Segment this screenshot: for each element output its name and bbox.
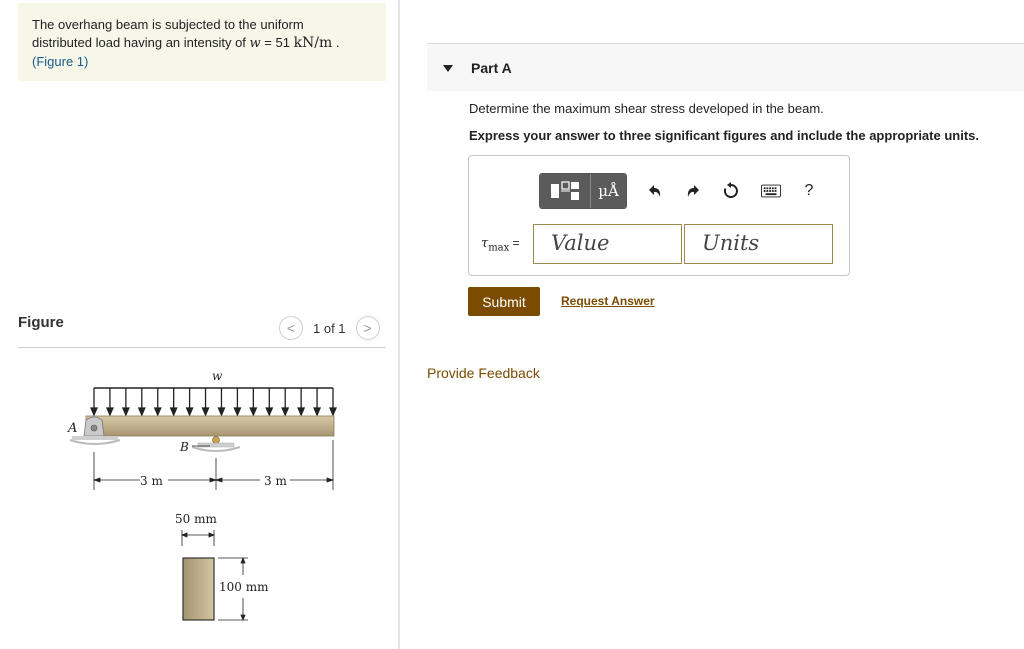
- request-answer-link[interactable]: Request Answer: [561, 294, 655, 308]
- problem-line-1: The overhang beam is subjected to the uniform: [32, 17, 304, 32]
- redo-button[interactable]: [683, 174, 703, 208]
- roller-support-b: [192, 437, 240, 452]
- reset-icon: [722, 182, 740, 200]
- instruction-text: Express your answer to three significant figures and include the appropriate units.: [469, 128, 979, 143]
- beam-figure: [60, 360, 350, 635]
- caret-down-icon: [443, 65, 453, 72]
- prev-figure-button[interactable]: [279, 316, 303, 340]
- distributed-load: [91, 388, 336, 415]
- beam-diagram: [60, 360, 350, 635]
- figure-reference: (Figure 1): [32, 54, 89, 69]
- tau-symbol: τ: [481, 236, 489, 251]
- chevron-left-icon: <: [286, 320, 296, 336]
- load-arrowhead: [250, 408, 256, 415]
- load-symbol: w: [249, 36, 261, 51]
- load-arrowhead: [298, 408, 304, 415]
- span-1-label: 3 m: [140, 474, 163, 488]
- support-b-label: B: [180, 440, 189, 454]
- tau-subscript: max: [488, 242, 510, 254]
- load-arrowhead: [91, 408, 97, 415]
- template-button-group: [539, 173, 627, 209]
- problem-line-2: [32, 34, 386, 53]
- figure-title: Figure: [18, 314, 64, 331]
- question-text: Determine the maximum shear stress developed in the beam.: [469, 101, 824, 116]
- units-button[interactable]: µÅ: [590, 174, 626, 208]
- load-arrowhead: [123, 408, 129, 415]
- section-width-dimension: [182, 530, 214, 546]
- answer-box: [468, 155, 850, 276]
- templates-icon: [548, 179, 582, 203]
- load-arrowhead: [107, 408, 113, 415]
- load-arrowhead: [203, 408, 209, 415]
- keyboard-button[interactable]: [761, 174, 781, 208]
- load-arrowhead: [234, 408, 240, 415]
- answer-variable-label: [481, 236, 520, 254]
- part-title: Part A: [471, 60, 512, 76]
- part-a-header[interactable]: [427, 43, 1024, 91]
- load-label: w: [212, 369, 223, 383]
- span-2-label: 3 m: [264, 474, 287, 488]
- keyboard-icon: [761, 184, 781, 198]
- chevron-right-icon: >: [363, 320, 372, 336]
- figure-header: [18, 312, 386, 348]
- load-value: = 51: [260, 35, 294, 50]
- undo-button[interactable]: [645, 174, 665, 208]
- problem-text: distributed load having an intensity of: [32, 35, 246, 50]
- reset-button[interactable]: [721, 174, 741, 208]
- load-arrowhead: [218, 408, 224, 415]
- load-arrowhead: [330, 408, 336, 415]
- load-arrowhead: [314, 408, 320, 415]
- help-button[interactable]: [799, 174, 819, 208]
- redo-icon: [685, 183, 701, 199]
- load-arrowhead: [139, 408, 145, 415]
- beam: [86, 416, 334, 436]
- load-arrowhead: [155, 408, 161, 415]
- period: .: [332, 35, 340, 50]
- support-a-label: A: [68, 421, 78, 436]
- question-mark-icon: ?: [804, 182, 814, 199]
- value-input[interactable]: Value: [533, 224, 682, 264]
- span-dimensions: [94, 440, 333, 490]
- answer-toolbar: [539, 173, 819, 209]
- problem-statement: [18, 3, 386, 81]
- load-arrowhead: [187, 408, 193, 415]
- units-input[interactable]: Units: [684, 224, 833, 264]
- equals-sign: =: [509, 236, 520, 250]
- next-figure-button[interactable]: [356, 316, 380, 340]
- templates-button[interactable]: [540, 174, 590, 208]
- section-height-label: 100 mm: [219, 580, 269, 594]
- provide-feedback-link[interactable]: Provide Feedback: [427, 365, 540, 381]
- figure-link[interactable]: Figure 1: [36, 54, 85, 69]
- cross-section: [183, 558, 214, 620]
- pager-text: 1 of 1: [313, 320, 346, 336]
- submit-button[interactable]: Submit: [468, 287, 540, 316]
- column-divider: [398, 0, 400, 649]
- section-width-label: 50 mm: [175, 512, 217, 526]
- load-unit: kN/m: [293, 35, 333, 51]
- undo-icon: [647, 183, 663, 199]
- load-arrowhead: [266, 408, 272, 415]
- figure-pager: [279, 316, 380, 340]
- load-arrowhead: [282, 408, 288, 415]
- load-arrowhead: [171, 408, 177, 415]
